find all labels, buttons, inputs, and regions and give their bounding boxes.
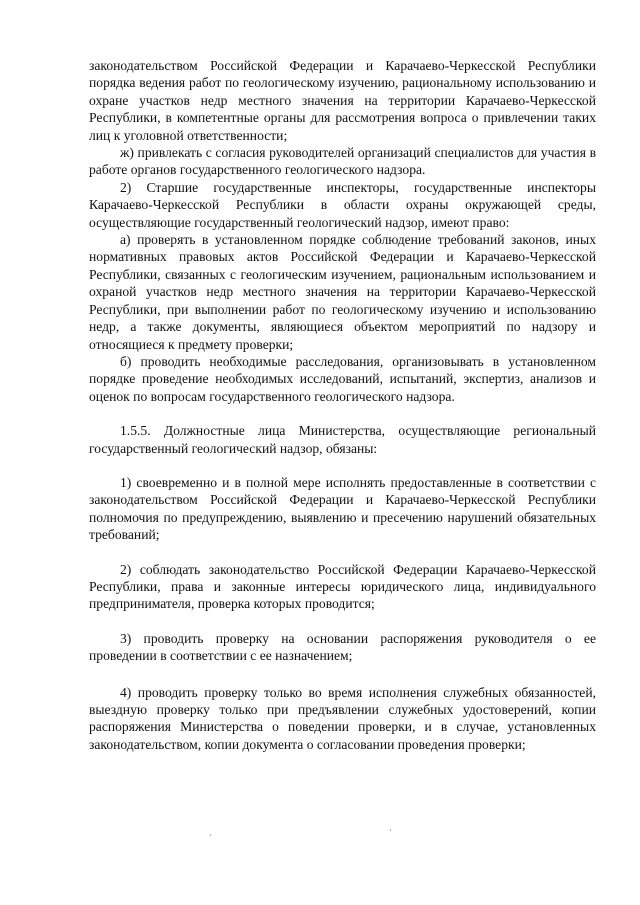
paragraph-item-a: а) проверять в установленном порядке соблюдение требований законов, иных нормативных правовых актов Российской Федерации и Карачаево-Черкесской Республики, связанных с геологическим изучением, рациональным использованием и охраной участков недр местного значения на территории Карачаево-Черкесской Республики, при выполнении работ по геологическому изучению и использованию недр, а также документы, являющиеся объектом мероприятий по надзору и относящиеся к предмету проверки;: [89, 232, 596, 352]
scan-speck: ·: [389, 826, 392, 835]
paragraph-duty-1: 1) своевременно и в полной мере исполнять предоставленные в соответствии с законодательством Российской Федерации и Карачаево-Черкесской Республики полномочия по предупреждению, выявлению и пресечению нарушений обязательных требований;: [89, 474, 596, 543]
paragraph-item-zh: ж) привлекать с согласия руководителей организаций специалистов для участия в работе органов государственного геологического надзора.: [89, 145, 596, 178]
scan-speck: ·: [209, 831, 212, 840]
paragraph-duty-4: 4) проводить проверку только во время исполнения служебных обязанностей, выездную проверку только при предъявлении служебных удостоверений, копии распоряжения Министерства о поведении проверки, и в случае, установленных законодательством, копии документа о согласовании проведения проверки;: [89, 684, 596, 752]
paragraph-item-b: б) проводить необходимые расследования, организовывать в установленном порядке проведение необходимых исследований, испытаний, экспертиз, анализов и оценок по вопросам государственного геологического надзора.: [89, 353, 596, 404]
paragraph-duty-2: 2) соблюдать законодательство Российской Федерации Карачаево-Черкесской Республики, права и законные интересы юридического лица, индивидуального предпринимателя, проверка которых проводится;: [89, 561, 596, 612]
paragraph-continuation: законодательством Российской Федерации и Карачаево-Черкесской Республики порядка ведения работ по геологическому изучению, рациональному использованию и охране участков недр местного значения на территории Карачаево-Черкесской Республики, в компетентные органы для рассмотрения вопроса о привлечении таких лиц к уголовной ответственности;: [89, 58, 596, 143]
document-body: [89, 57, 596, 753]
paragraph-duty-3: 3) проводить проверку на основании распоряжения руководителя о ее проведении в соответствии с ее назначением;: [89, 630, 596, 664]
paragraph-inspectors-rights: 2) Старшие государственные инспекторы, государственные инспекторы Карачаево-Черкесской Республики в области охраны окружающей среды, осуществляющие государственный геологический надзор, имеют право:: [89, 179, 596, 230]
paragraph-section-1-5-5: 1.5.5. Должностные лица Министерства, осуществляющие региональный государственный геологический надзор, обязаны:: [89, 423, 596, 456]
